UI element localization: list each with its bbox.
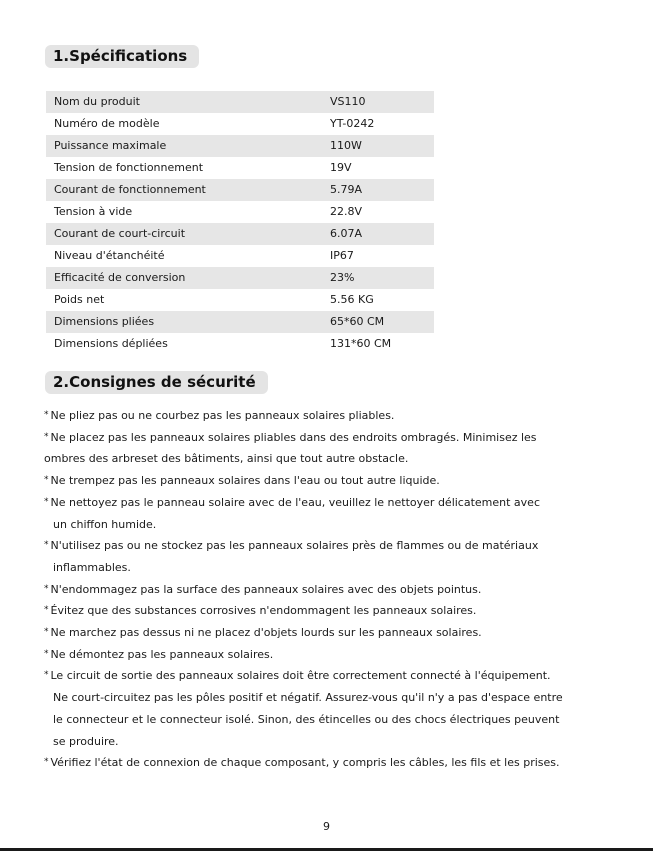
spec-label: Courant de court-circuit [46,223,322,245]
spec-row [46,245,434,267]
safety-item-text: N'utilisez pas ou ne stockez pas les panneaux solaires près de flammes ou de matériaux [50,539,539,553]
bullet-asterisk-icon: * [44,410,49,420]
spec-value: YT-0242 [330,117,375,130]
spec-table [46,91,434,355]
safety-item-continuation: se produire. [53,734,119,748]
safety-item [44,644,604,666]
spec-row [46,91,434,113]
bullet-asterisk-icon: * [44,475,49,486]
safety-item-continuation: le connecteur et le connecteur isolé. Sinon, des étincelles ou des chocs électriques peuvent [53,712,560,726]
spec-value: 19V [330,161,352,174]
safety-item-text: Évitez que des substances corrosives n'endommagent les panneaux solaires. [50,604,477,618]
safety-item-text: Ne démontez pas les panneaux solaires. [50,647,274,661]
bullet-asterisk-icon: * [44,540,49,551]
spec-value: 5.79A [322,179,434,201]
safety-item [44,427,604,470]
spec-row [46,113,434,135]
bullet-asterisk-icon: * [44,496,49,507]
spec-value: 5.56 KG [330,293,374,306]
spec-label: Nom du produit [46,91,322,113]
spec-label: Efficacité de conversion [46,267,322,289]
bullet-asterisk-icon: * [44,648,49,659]
safety-item [44,492,604,535]
safety-item-continuation: ombres des arbreset des bâtiments, ainsi que tout autre obstacle. [44,452,409,466]
safety-item-continuation: inflammables. [53,560,131,574]
safety-item-text: Ne placez pas les panneaux solaires pliables dans des endroits ombragés. Minimisez les [50,430,537,444]
spec-row [46,135,434,157]
spec-value: 22.8V [330,205,363,218]
spec-value: IP67 [330,249,354,262]
safety-item [44,622,604,644]
safety-item [44,579,604,601]
safety-item-text: Ne pliez pas ou ne courbez pas les panneaux solaires pliables. [50,409,395,422]
spec-label: Tension à vide [54,205,133,218]
bullet-asterisk-icon: * [44,757,49,768]
safety-item [44,752,604,774]
safety-item [44,535,604,578]
spec-row [46,179,434,201]
spec-label: Numéro de modèle [54,117,160,130]
spec-label: Poids net [54,293,105,306]
bullet-asterisk-icon: * [44,670,49,681]
safety-item-text: Ne marchez pas dessus ni ne placez d'objets lourds sur les panneaux solaires. [50,626,482,640]
safety-item [44,665,604,752]
spec-section-heading: 1.Spécifications [45,45,199,68]
safety-item [44,470,604,492]
spec-label: Courant de fonctionnement [46,179,322,201]
bullet-asterisk-icon: * [44,605,49,616]
safety-item [44,600,604,622]
spec-value: 131*60 CM [330,337,392,350]
spec-label: Dimensions pliées [46,311,322,333]
safety-item-text: Ne trempez pas les panneaux solaires dans l'eau ou tout autre liquide. [50,474,440,488]
spec-label: Dimensions dépliées [54,337,168,350]
safety-item-continuation: un chiffon humide. [53,517,157,531]
safety-item-text: Ne nettoyez pas le panneau solaire avec de l'eau, veuillez le nettoyer délicatement avec [50,495,540,509]
spec-value: 110W [322,135,434,157]
spec-value: VS110 [322,91,434,113]
spec-row [46,333,434,355]
spec-row [46,157,434,179]
safety-item-text: N'endommagez pas la surface des panneaux solaires avec des objets pointus. [50,582,482,596]
safety-item-text: Vérifiez l'état de connexion de chaque composant, y compris les câbles, les fils et les prises. [50,756,560,770]
safety-item-continuation: Ne court-circuitez pas les pôles positif et négatif. Assurez-vous qu'il n'y a pas d'espace entre [53,691,563,705]
spec-value: 65*60 CM [322,311,434,333]
spec-row [46,267,434,289]
spec-row [46,289,434,311]
spec-row [46,201,434,223]
spec-label: Puissance maximale [46,135,322,157]
bullet-asterisk-icon: * [44,627,49,638]
safety-item [44,405,604,427]
page-number: 9 [323,820,330,833]
spec-row [46,223,434,245]
safety-section-heading: 2.Consignes de sécurité [45,371,268,394]
spec-value: 6.07A [322,223,434,245]
bullet-asterisk-icon: * [44,583,49,594]
safety-item-text: Le circuit de sortie des panneaux solaires doit être correctement connecté à l'équipement. [50,669,551,683]
safety-list [44,405,604,774]
spec-label: Niveau d'étanchéité [54,249,165,262]
spec-value: 23% [322,267,434,289]
bullet-asterisk-icon: * [44,431,49,442]
spec-row [46,311,434,333]
spec-label: Tension de fonctionnement [54,161,204,174]
